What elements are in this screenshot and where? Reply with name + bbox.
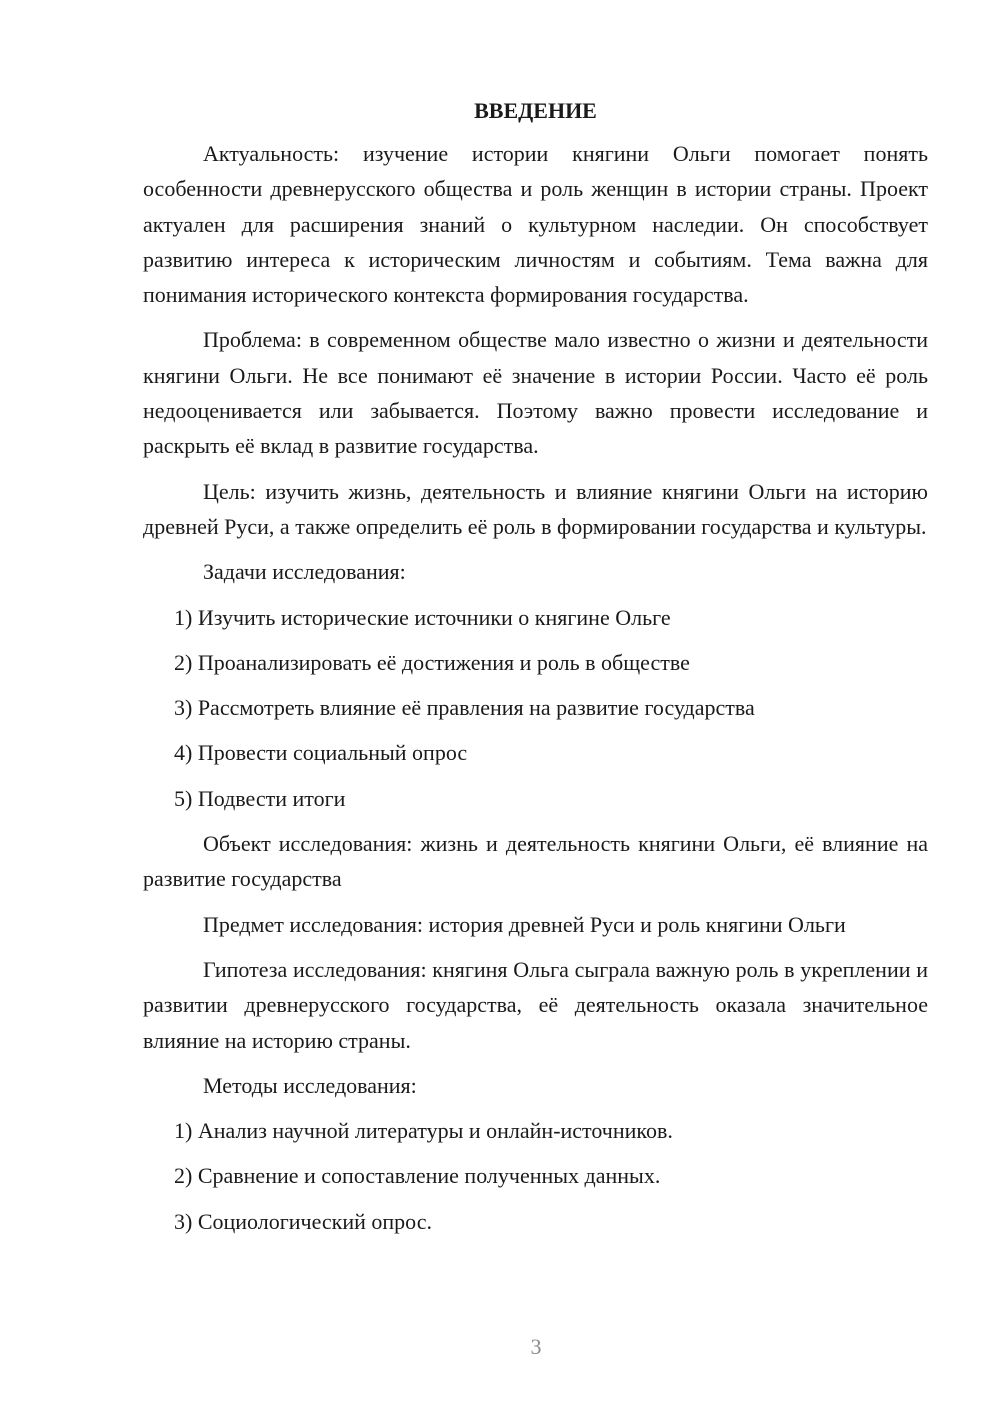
relevance-paragraph: Актуальность: изучение истории княгини Ольги помогает понять особенности древнерусского общества и роль женщин в истории страны. Проект актуален для расширения знаний о культурном наследии. Он способствует развитию интереса к историческим личностям и событиям. Тема важна для понимания исторического контекста формирования государства. [143,141,928,308]
page-title: ВВЕДЕНИЕ [474,98,597,123]
list-item: 3) Социологический опрос. [174,1208,432,1234]
list-item: 3) Рассмотреть влияние её правления на развитие государства [174,695,755,721]
list-item: 1) Анализ научной литературы и онлайн-источников. [174,1118,673,1144]
page-content [143,96,928,1249]
problem-paragraph: Проблема: в современном обществе мало известно о жизни и деятельности княгини Ольги. Не все понимают её значение в истории России. Часто её роль недооценивается или забывается. Поэтому важно провести исследование и раскрыть её вклад в развитие государства. [143,327,928,459]
tasks-list [143,600,928,816]
page-number: 3 [530,1334,542,1359]
methods-list [143,1113,928,1239]
list-item: 4) Провести социальный опрос [174,740,468,766]
list-item: 2) Сравнение и сопоставление полученных данных. [174,1163,661,1189]
subject-paragraph: Предмет исследования: история древней Руси и роль княгини Ольги [203,911,846,937]
list-item: 2) Проанализировать её достижения и роль в обществе [174,649,690,675]
tasks-heading: Задачи исследования: [203,559,406,585]
list-item: 1) Изучить исторические источники о княгине Ольге [174,604,671,630]
object-paragraph: Объект исследования: жизнь и деятельность княгини Ольги, её влияние на развитие государства [143,831,928,892]
goal-paragraph: Цель: изучить жизнь, деятельность и влияние княгини Ольги на историю древней Руси, а также определить её роль в формировании государства и культуры. [143,478,928,539]
list-item: 5) Подвести итоги [174,785,346,811]
hypothesis-paragraph: Гипотеза исследования: княгиня Ольга сыграла важную роль в укреплении и развитии древнерусского государства, её деятельность оказала значительное влияние на историю страны. [143,956,928,1053]
methods-heading: Методы исследования: [203,1072,417,1098]
